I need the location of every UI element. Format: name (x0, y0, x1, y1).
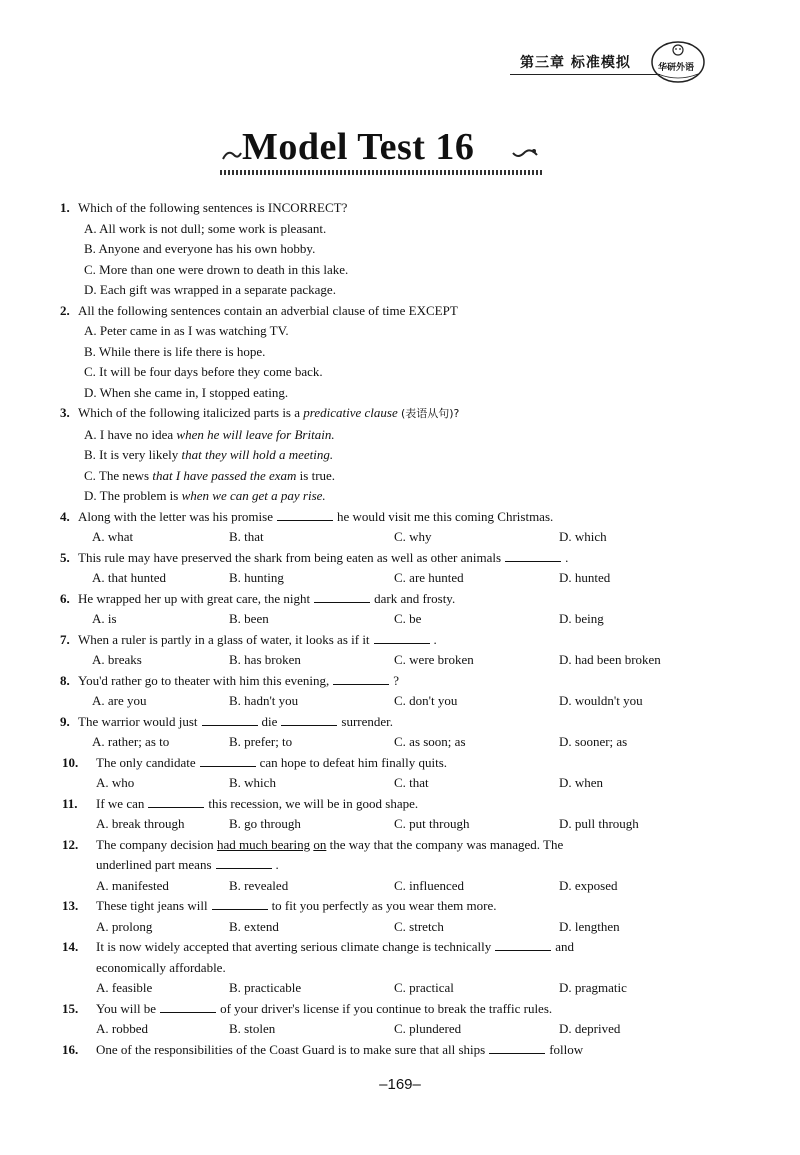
option: A. All work is not dull; some work is pleasant. (84, 220, 327, 236)
question-4 (60, 507, 720, 548)
option-row (60, 978, 720, 999)
ornament-left-icon (222, 147, 242, 161)
option: D. sooner; as (559, 734, 628, 749)
option: A. that hunted (92, 570, 167, 585)
question-number: 14. (62, 939, 79, 954)
option: B. extend (229, 918, 279, 934)
option: A. rather; as to (92, 734, 170, 749)
option (60, 486, 720, 507)
option: C. were broken (394, 652, 474, 667)
question-number: 11. (62, 795, 78, 811)
question-stem: Along with the letter was his promise (78, 508, 273, 524)
question-number: 16. (62, 1041, 79, 1057)
question-1 (60, 198, 720, 301)
answer-blank (277, 509, 333, 521)
test-title (220, 125, 550, 185)
option-row (60, 609, 720, 630)
option-italic: when he will leave for Britain. (176, 426, 335, 442)
answer-blank (281, 714, 337, 726)
answer-blank (212, 898, 268, 910)
option: D. When she came in, I stopped eating. (84, 384, 289, 400)
question-number: 6. (60, 590, 70, 606)
option: A. who (96, 775, 135, 790)
option: D. wouldn't you (559, 693, 643, 708)
option: A. prolong (96, 918, 153, 934)
question-14 (60, 937, 720, 999)
option: B. hadn't you (229, 693, 299, 708)
question-stem: he would visit me this coming Christmas. (336, 508, 554, 524)
option: D. pragmatic (559, 980, 627, 995)
option: C. be (394, 611, 422, 626)
option (60, 466, 720, 487)
option: C. plundered (394, 1021, 462, 1036)
option: B. go through (229, 816, 301, 831)
answer-blank (314, 591, 370, 603)
option: A. feasible (96, 980, 153, 995)
option: D. being (559, 611, 604, 626)
option: B. Anyone and everyone has his own hobby. (84, 241, 316, 256)
logo-text: 华研外语 (658, 63, 695, 73)
question-12 (60, 835, 720, 897)
option: C. why (394, 529, 432, 544)
question-stem: The warrior would just (78, 713, 198, 729)
question-stem: can hope to defeat him finally quits. (259, 754, 448, 770)
answer-blank (489, 1042, 545, 1054)
question-stem: The company decision (96, 836, 214, 852)
question-5 (60, 548, 720, 589)
option: C. are hunted (394, 570, 464, 585)
page-number: –169– (379, 1076, 421, 1093)
option: A. what (92, 529, 134, 544)
option-italic: when we can get a pay rise. (181, 488, 326, 503)
question-stem: underlined part means (96, 857, 212, 872)
option: A. break through (96, 816, 185, 831)
option: B. hunting (229, 570, 284, 585)
answer-blank (160, 1001, 216, 1013)
option: D. lengthen (559, 918, 620, 934)
question-15 (60, 999, 720, 1040)
option: B. stolen (229, 1021, 276, 1036)
question-stem: dark and frosty. (374, 590, 456, 606)
option-italic: that I have passed the exam (152, 467, 297, 483)
option: C. stretch (394, 918, 444, 934)
question-stem: this recession, we will be in good shape. (208, 795, 419, 811)
question-number: 9. (60, 713, 70, 729)
option: A. breaks (92, 652, 142, 667)
answer-blank (505, 550, 561, 562)
question-stem: economically affordable. (96, 959, 226, 975)
question-number: 8. (60, 672, 70, 688)
option-row (60, 917, 720, 938)
underlined-phrase: on (313, 836, 327, 852)
question-stem: surrender. (341, 713, 394, 729)
option: D. hunted (559, 570, 611, 585)
chapter-label: 第三章 标准模拟 (520, 55, 631, 71)
option: A. are you (92, 693, 147, 708)
option: C. More than one were drown to death in this lake. (84, 261, 349, 277)
question-7 (60, 630, 720, 671)
question-stem: Which of the following sentences is INCORRECT? (78, 200, 348, 215)
option: B. been (229, 611, 269, 626)
question-number: 1. (60, 200, 70, 215)
question-stem: die (261, 713, 278, 729)
option: A. robbed (96, 1021, 148, 1036)
option-row (60, 527, 720, 548)
question-stem: and (555, 939, 575, 954)
question-11 (60, 794, 720, 835)
question-number: 4. (60, 508, 70, 524)
question-stem: It is now widely accepted that averting serious climate change is technically (96, 939, 492, 954)
option: D. exposed (559, 877, 618, 893)
question-stem: All the following sentences contain an adverbial clause of time EXCEPT (78, 302, 458, 318)
option: D. which (559, 529, 607, 544)
option-row (60, 773, 720, 794)
question-stem: These tight jeans will (96, 898, 208, 913)
option: A. is (92, 611, 117, 626)
question-stem: follow (549, 1041, 584, 1057)
option (60, 425, 720, 446)
option-row (60, 650, 720, 671)
option: C. that (394, 775, 429, 790)
underlined-phrase: had much bearing (216, 836, 311, 852)
question-stem: This rule may have preserved the shark from being eaten as well as other animals (78, 549, 502, 565)
question-number: 13. (62, 898, 79, 913)
header-rule (510, 74, 660, 75)
question-number: 15. (62, 1000, 79, 1016)
question-stem: Which of the following italicized parts is a (78, 405, 301, 420)
option-row (60, 568, 720, 589)
option-row (60, 876, 720, 897)
option: D. pull through (559, 816, 639, 831)
question-stem: ? (393, 672, 400, 688)
question-stem: If we can (96, 795, 145, 811)
option (60, 445, 720, 466)
question-stem: . (433, 631, 437, 647)
question-number: 5. (60, 549, 70, 565)
option-text: B. It is very likely (84, 447, 179, 462)
answer-blank (216, 857, 272, 869)
question-number: 3. (60, 405, 70, 420)
question-13 (60, 896, 720, 937)
question-stem: You'd rather go to theater with him this evening, (78, 672, 330, 688)
option: C. as soon; as (394, 734, 466, 749)
question-8 (60, 671, 720, 712)
option: C. influenced (394, 877, 465, 893)
option: C. put through (394, 816, 470, 831)
option: C. practical (394, 980, 454, 995)
option-text: A. I have no idea (84, 426, 174, 442)
question-stem-cn: (表语从句)? (400, 407, 460, 420)
ornament-right-icon (512, 147, 538, 161)
answer-blank (148, 796, 204, 808)
answer-blank (200, 755, 256, 767)
question-stem: The only candidate (96, 754, 196, 770)
option-row (60, 732, 720, 753)
option: B. practicable (229, 980, 302, 995)
title-underline (220, 170, 542, 175)
option: B. has broken (229, 652, 301, 667)
option-italic: that they will hold a meeting. (181, 447, 334, 462)
question-stem: of your driver's license if you continue to break the traffic rules. (220, 1000, 553, 1016)
question-number: 7. (60, 631, 70, 647)
question-stem: When a ruler is partly in a glass of water, it looks as if it (78, 631, 370, 647)
option: B. which (229, 775, 276, 790)
question-2 (60, 301, 720, 404)
answer-blank (495, 939, 551, 951)
question-stem-italic: predicative clause (303, 405, 398, 420)
option-text: D. The problem is (84, 488, 179, 503)
question-stem: He wrapped her up with great care, the night (78, 590, 311, 606)
option-row (60, 1019, 720, 1040)
question-list (60, 198, 720, 1060)
option: D. when (559, 775, 604, 790)
option: D. Each gift was wrapped in a separate package. (84, 282, 336, 297)
option: B. that (229, 529, 264, 544)
option-text: is true. (299, 467, 336, 483)
option-row (60, 691, 720, 712)
option: A. Peter came in as I was watching TV. (84, 323, 289, 338)
option: D. had been broken (559, 652, 661, 667)
option: C. don't you (394, 693, 458, 708)
option-text: C. The news (84, 467, 150, 483)
question-16 (60, 1040, 720, 1061)
answer-blank (202, 714, 258, 726)
question-6 (60, 589, 720, 630)
option: C. It will be four days before they come back. (84, 364, 323, 379)
question-number: 10. (62, 754, 79, 770)
question-number: 2. (60, 302, 70, 318)
question-stem: . (565, 549, 569, 565)
question-stem: the way that the company was managed. The (329, 836, 564, 852)
answer-blank (333, 673, 389, 685)
question-number: 12. (62, 836, 79, 852)
option-row (60, 814, 720, 835)
question-3 (60, 403, 720, 507)
option: B. prefer; to (229, 734, 293, 749)
question-stem: One of the responsibilities of the Coast Guard is to make sure that all ships (96, 1041, 486, 1057)
question-stem: to fit you perfectly as you wear them more. (271, 898, 497, 913)
option: B. revealed (229, 877, 289, 893)
option: B. While there is life there is hope. (84, 343, 266, 359)
question-9 (60, 712, 720, 753)
page-title: Model Test 16 (242, 126, 475, 168)
question-stem: . (275, 857, 279, 872)
answer-blank (374, 632, 430, 644)
option: D. deprived (559, 1021, 621, 1036)
question-10 (60, 753, 720, 794)
page-header (510, 38, 750, 88)
question-stem: You will be (96, 1000, 157, 1016)
option: A. manifested (96, 877, 169, 893)
